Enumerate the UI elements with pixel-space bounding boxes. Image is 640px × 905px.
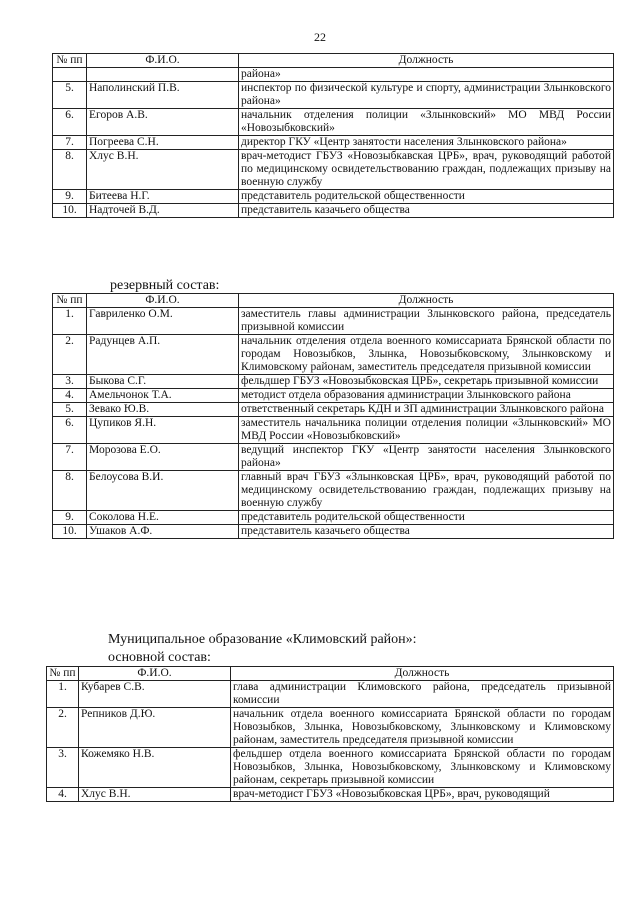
row-position: ответственный секретарь КДН и ЗП администрации Злынковского района (239, 403, 614, 417)
row-position: заместитель главы администрации Злынковского района, председатель призывной комиссии (239, 308, 614, 335)
row-position: представитель родительской общественности (239, 511, 614, 525)
row-number: 5. (53, 403, 87, 417)
table-row (53, 525, 614, 539)
row-number: 10. (53, 204, 87, 218)
header-name: Ф.И.О. (87, 294, 239, 308)
header-position: Должность (239, 54, 614, 68)
table-body (53, 308, 614, 539)
row-number: 6. (53, 109, 87, 136)
header-num: № пп (53, 294, 87, 308)
header-name: Ф.И.О. (87, 54, 239, 68)
header-position: Должность (231, 667, 614, 681)
table-body (53, 68, 614, 218)
row-position: начальник отделения полиции «Злынковский» МО МВД России «Новозыбковский» (239, 109, 614, 136)
table-row (53, 335, 614, 375)
header-position: Должность (239, 294, 614, 308)
row-position: представитель казачьего общества (239, 204, 614, 218)
table-row (53, 204, 614, 218)
table-row (47, 708, 614, 748)
table-row (53, 403, 614, 417)
row-name: Битеева Н.Г. (87, 190, 239, 204)
row-name: Цупиков Я.Н. (87, 417, 239, 444)
row-number: 1. (53, 308, 87, 335)
row-name: Кубарев С.В. (79, 681, 231, 708)
row-number: 8. (53, 471, 87, 511)
table-row (53, 308, 614, 335)
row-position: фельдшер отдела военного комиссариата Брянской области по городам Новозыбков, Злынка, Новозыбковскому, Злынковскому и Климовскому районам, секретарь призывной комиссии (231, 748, 614, 788)
row-position: инспектор по физической культуре и спорту, администрации Злынковского района» (239, 82, 614, 109)
row-position: заместитель начальника полиции отделения полиции «Злынковский» МО МВД России «Новозыбковский» (239, 417, 614, 444)
table-row (53, 109, 614, 136)
row-number (53, 68, 87, 82)
row-position: врач-методист ГБУЗ «Новозыбковская ЦРБ», врач, руководящий (231, 788, 614, 802)
row-name: Быкова С.Г. (87, 375, 239, 389)
row-position: главный врач ГБУЗ «Злынковская ЦРБ», врач, руководящий работой по медицинскому освидетельствованию граждан, подлежащих призыву на военную службу (239, 471, 614, 511)
commission-table-2 (52, 293, 614, 539)
row-position: района» (239, 68, 614, 82)
row-name: Репников Д.Ю. (79, 708, 231, 748)
row-number: 10. (53, 525, 87, 539)
row-name: Наполинский П.В. (87, 82, 239, 109)
row-name: Погреева С.Н. (87, 136, 239, 150)
row-name: Надточей В.Д. (87, 204, 239, 218)
municipality-heading: Муниципальное образование «Климовский район»: (108, 632, 417, 647)
row-name: Амельчонок Т.А. (87, 389, 239, 403)
row-position: начальник отдела военного комиссариата Брянской области по городам Новозыбков, Злынка, Новозыбковскому, Злынковскому и Климовскому районам, заместитель председателя призывной комиссии (231, 708, 614, 748)
row-name: Радунцев А.П. (87, 335, 239, 375)
row-position: представитель родительской общественности (239, 190, 614, 204)
header-num: № пп (47, 667, 79, 681)
table-row (53, 375, 614, 389)
row-number: 2. (47, 708, 79, 748)
row-number: 4. (47, 788, 79, 802)
table-row (47, 788, 614, 802)
row-name: Соколова Н.Е. (87, 511, 239, 525)
table-row (53, 190, 614, 204)
header-name: Ф.И.О. (79, 667, 231, 681)
row-name: Хлус В.Н. (87, 150, 239, 190)
main-composition-heading: основной состав: (108, 650, 211, 665)
page-number: 22 (314, 30, 326, 44)
commission-table-1 (52, 53, 614, 218)
row-name: Хлус В.Н. (79, 788, 231, 802)
row-position: глава администрации Климовского района, председатель призывной комиссии (231, 681, 614, 708)
row-position: директор ГКУ «Центр занятости населения Злынковского района» (239, 136, 614, 150)
table-row (53, 511, 614, 525)
header-num: № пп (53, 54, 87, 68)
commission-table-3 (46, 666, 614, 802)
table-header-row (47, 667, 614, 681)
row-number: 9. (53, 511, 87, 525)
row-position: врач-методист ГБУЗ «Новозыбкавская ЦРБ», врач, руководящий работой по медицинскому освидетельствованию граждан, подлежащих призыву на военную службу (239, 150, 614, 190)
row-number: 5. (53, 82, 87, 109)
row-name: Ушаков А.Ф. (87, 525, 239, 539)
table-body (47, 681, 614, 802)
table-row (53, 150, 614, 190)
reserve-composition-heading: резервный состав: (110, 278, 220, 293)
row-name: Морозова Е.О. (87, 444, 239, 471)
row-name: Зевако Ю.В. (87, 403, 239, 417)
row-position: ведущий инспектор ГКУ «Центр занятости населения Злынковского района» (239, 444, 614, 471)
row-position: фельдшер ГБУЗ «Новозыбковская ЦРБ», секретарь призывной комиссии (239, 375, 614, 389)
row-position: представитель казачьего общества (239, 525, 614, 539)
row-number: 1. (47, 681, 79, 708)
row-position: начальник отделения отдела военного комиссариата Брянской области по городам Новозыбков, Злынка, Новозыбковскому, Злынковскому и Климовскому районам, заместитель председателя призывной комиссии (239, 335, 614, 375)
table-row (47, 748, 614, 788)
row-name: Егоров А.В. (87, 109, 239, 136)
row-name (87, 68, 239, 82)
row-number: 2. (53, 335, 87, 375)
table-row (53, 68, 614, 82)
row-name: Белоусова В.И. (87, 471, 239, 511)
table-header-row (53, 54, 614, 68)
row-name: Гавриленко О.М. (87, 308, 239, 335)
row-number: 3. (53, 375, 87, 389)
table-row (53, 389, 614, 403)
row-number: 7. (53, 136, 87, 150)
row-number: 3. (47, 748, 79, 788)
row-number: 6. (53, 417, 87, 444)
table-row (53, 82, 614, 109)
table-header-row (53, 294, 614, 308)
table-row (53, 417, 614, 444)
table-row (47, 681, 614, 708)
table-row (53, 471, 614, 511)
row-number: 4. (53, 389, 87, 403)
table-row (53, 444, 614, 471)
table-row (53, 136, 614, 150)
row-name: Кожемяко Н.В. (79, 748, 231, 788)
row-number: 9. (53, 190, 87, 204)
row-position: методист отдела образования администрации Злынковского района (239, 389, 614, 403)
row-number: 8. (53, 150, 87, 190)
row-number: 7. (53, 444, 87, 471)
